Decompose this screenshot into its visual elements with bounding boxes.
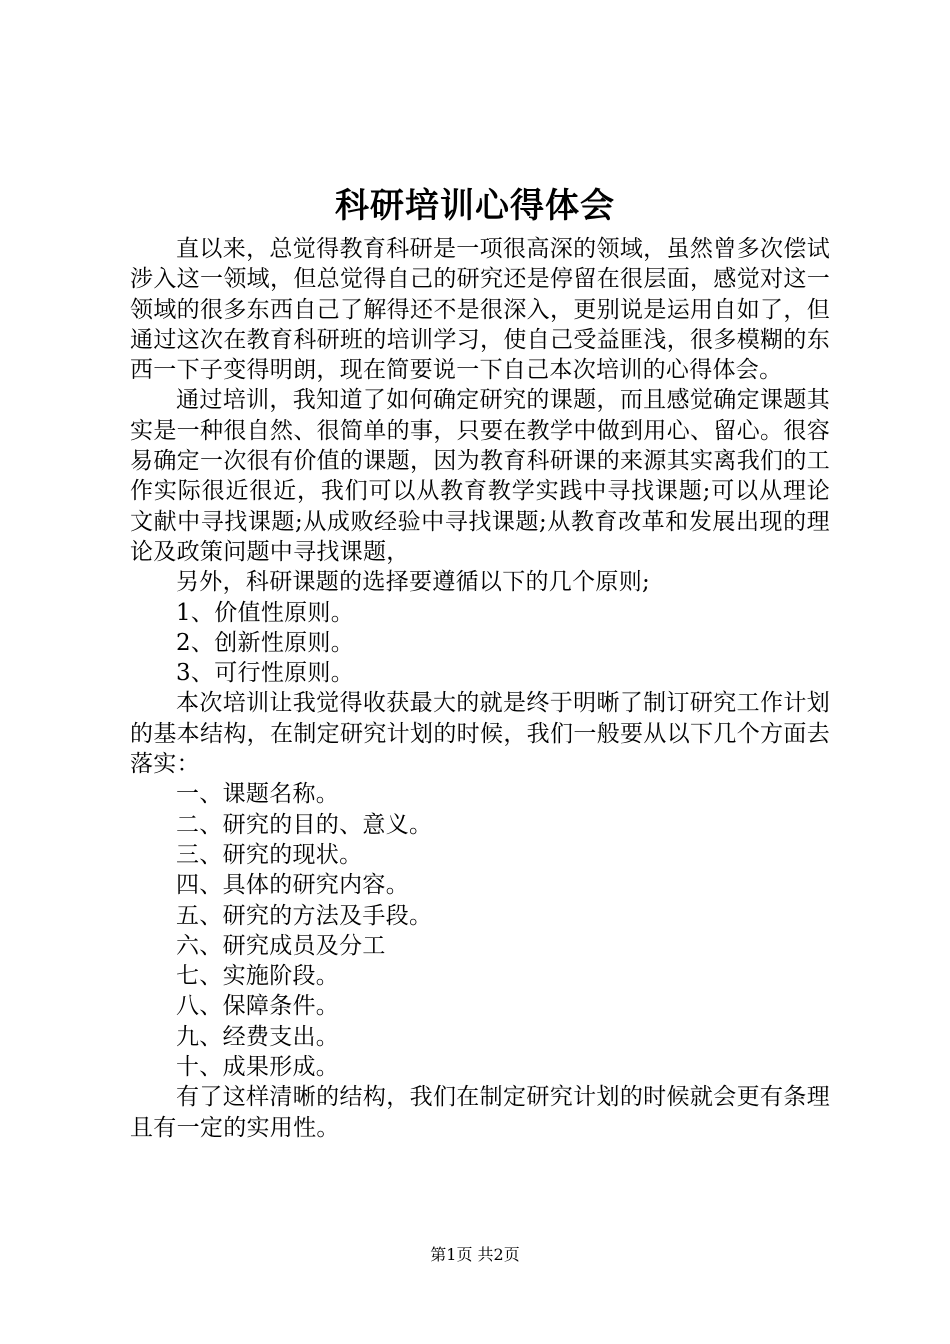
page-footer: 第1页 共2页 bbox=[430, 1245, 520, 1264]
principle-item: 3、可行性原则。 bbox=[176, 660, 355, 687]
document-title: 科研培训心得体会 bbox=[335, 186, 615, 226]
plan-item: 十、成果形成。 bbox=[176, 1054, 340, 1081]
plan-item: 九、经费支出。 bbox=[176, 1023, 340, 1050]
plan-item: 五、研究的方法及手段。 bbox=[176, 902, 433, 929]
plan-item: 二、研究的目的、意义。 bbox=[176, 811, 433, 838]
plan-item: 三、研究的现状。 bbox=[176, 841, 363, 868]
document-body bbox=[130, 234, 830, 1143]
plan-item: 七、实施阶段。 bbox=[176, 963, 340, 990]
plan-item: 一、课题名称。 bbox=[176, 781, 340, 808]
plan-item: 六、研究成员及分工 bbox=[176, 932, 386, 959]
paragraph-principles-lead: 另外，科研课题的选择要遵循以下的几个原则; bbox=[176, 569, 651, 596]
paragraph-intro: 直以来，总觉得教育科研是一项很高深的领域，虽然曾多次偿试涉入这一领域，但总觉得自己的研究还是停留在很层面，感觉对这一领域的很多东西自己了解得还不是很深入，更别说是运用自如了，但通过这次在教育科研班的培训学习，使自己受益匪浅，很多模糊的东西一下子变得明朗，现在简要说一下自己本次培训的心得体会。 bbox=[130, 236, 830, 384]
plan-item: 四、具体的研究内容。 bbox=[176, 872, 409, 899]
paragraph-topic-selection: 通过培训，我知道了如何确定研究的课题，而且感觉确定课题其实是一种很自然、很简单的事，只要在教学中做到用心、留心。很容易确定一次很有价值的课题，因为教育科研课的来源其实离我们的工作实际很近很近，我们可以从教育教学实践中寻找课题;可以从理论文献中寻找课题;从成败经验中寻找课题;从教育改革和发展出现的理论及政策问题中寻找课题， bbox=[130, 387, 830, 565]
principle-item: 2、创新性原则。 bbox=[176, 629, 355, 656]
paragraph-plan-intro: 本次培训让我觉得收获最大的就是终于明晰了制订研究工作计划的基本结构，在制定研究计划的时候，我们一般要从以下几个方面去落实： bbox=[130, 690, 830, 778]
plan-item: 八、保障条件。 bbox=[176, 993, 340, 1020]
principle-item: 1、价值性原则。 bbox=[176, 599, 355, 626]
paragraph-conclusion: 有了这样清晰的结构，我们在制定研究计划的时候就会更有条理且有一定的实用性。 bbox=[130, 1084, 830, 1141]
